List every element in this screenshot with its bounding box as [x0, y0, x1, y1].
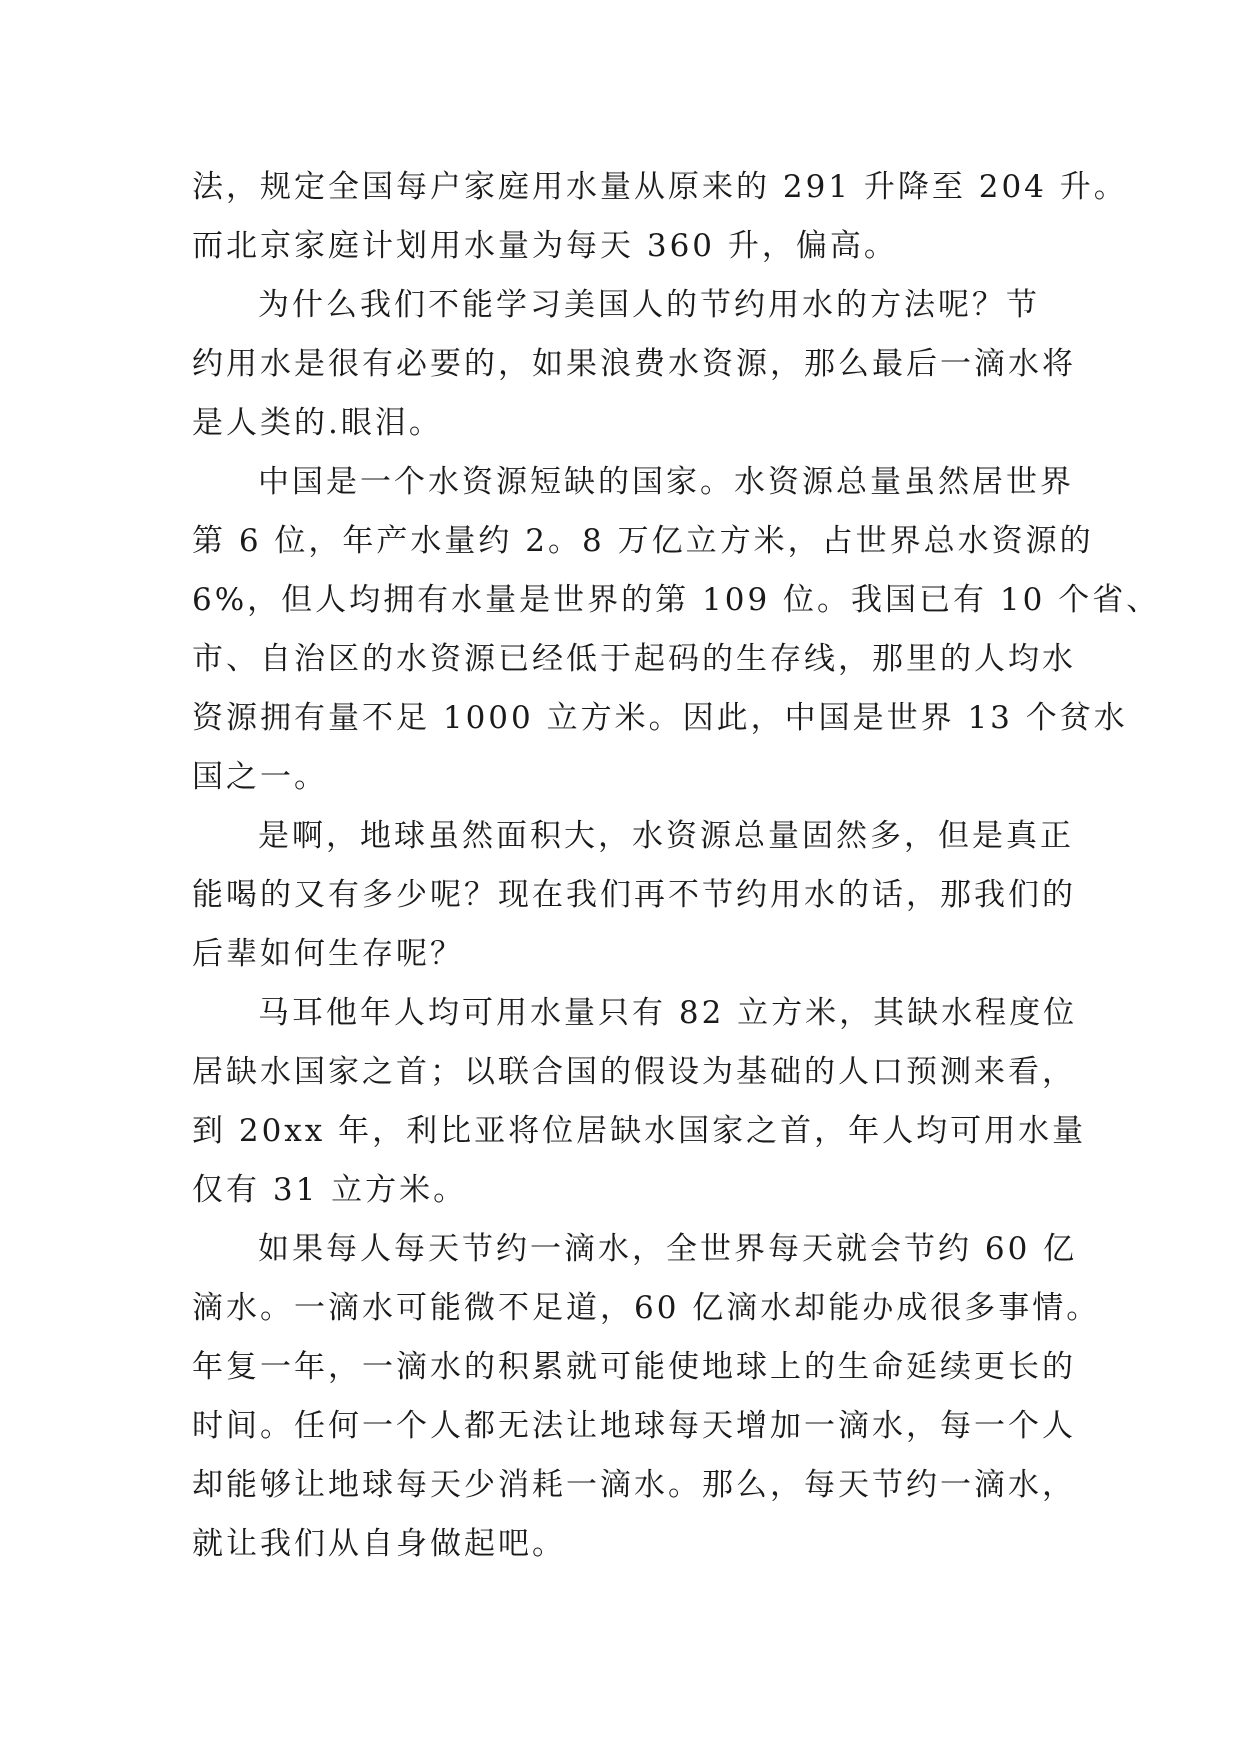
paragraph-line: 国之一。 — [192, 759, 328, 795]
paragraph-line: 而北京家庭计划用水量为每天 360 升，偏高。 — [192, 228, 898, 264]
paragraph-2 — [192, 276, 1076, 453]
paragraph-line: 6%，但人均拥有水量是世界的第 109 位。我国已有 10 个省、 — [192, 582, 1161, 618]
paragraph-line: 第 6 位，年产水量约 2。8 万亿立方米，占世界总水资源的 — [192, 523, 1094, 559]
paragraph-line: 居缺水国家之首；以联合国的假设为基础的人口预测来看， — [192, 1054, 1076, 1090]
paragraph-line: 法，规定全国每户家庭用水量从原来的 291 升降至 204 升。 — [192, 169, 1128, 205]
paragraph-5 — [192, 984, 1087, 1220]
paragraph-line: 仅有 31 立方米。 — [192, 1172, 468, 1208]
paragraph-1 — [192, 158, 1128, 276]
paragraph-line: 市、自治区的水资源已经低于起码的生存线，那里的人均水 — [192, 641, 1076, 677]
paragraph-line: 到 20xx 年，利比亚将位居缺水国家之首，年人均可用水量 — [192, 1113, 1087, 1149]
paragraph-6 — [192, 1220, 1101, 1574]
paragraph-line: 能喝的又有多少呢？现在我们再不节约用水的话，那我们的 — [192, 877, 1076, 913]
paragraph-line: 约用水是很有必要的，如果浪费水资源，那么最后一滴水将 — [192, 346, 1076, 382]
paragraph-line: 就让我们从自身做起吧。 — [192, 1526, 566, 1562]
paragraph-line: 后辈如何生存呢？ — [192, 936, 464, 972]
paragraph-line: 年复一年，一滴水的积累就可能使地球上的生命延续更长的 — [192, 1349, 1076, 1385]
document-body — [192, 158, 1161, 1574]
paragraph-3 — [192, 453, 1161, 807]
paragraph-line: 滴水。一滴水可能微不足道，60 亿滴水却能办成很多事情。 — [192, 1290, 1101, 1326]
paragraph-line: 中国是一个水资源短缺的国家。水资源总量虽然居世界 — [258, 464, 1074, 500]
paragraph-line: 马耳他年人均可用水量只有 82 立方米，其缺水程度位 — [258, 995, 1078, 1031]
paragraph-line: 是人类的.眼泪。 — [192, 405, 443, 441]
paragraph-line: 却能够让地球每天少消耗一滴水。那么，每天节约一滴水， — [192, 1467, 1076, 1503]
paragraph-4 — [192, 807, 1076, 984]
paragraph-line: 为什么我们不能学习美国人的节约用水的方法呢？节 — [258, 287, 1040, 323]
paragraph-line: 时间。任何一个人都无法让地球每天增加一滴水，每一个人 — [192, 1408, 1076, 1444]
paragraph-line: 如果每人每天节约一滴水，全世界每天就会节约 60 亿 — [258, 1231, 1078, 1267]
paragraph-line: 是啊，地球虽然面积大，水资源总量固然多，但是真正 — [258, 818, 1074, 854]
paragraph-line: 资源拥有量不足 1000 立方米。因此，中国是世界 13 个贫水 — [192, 700, 1128, 736]
